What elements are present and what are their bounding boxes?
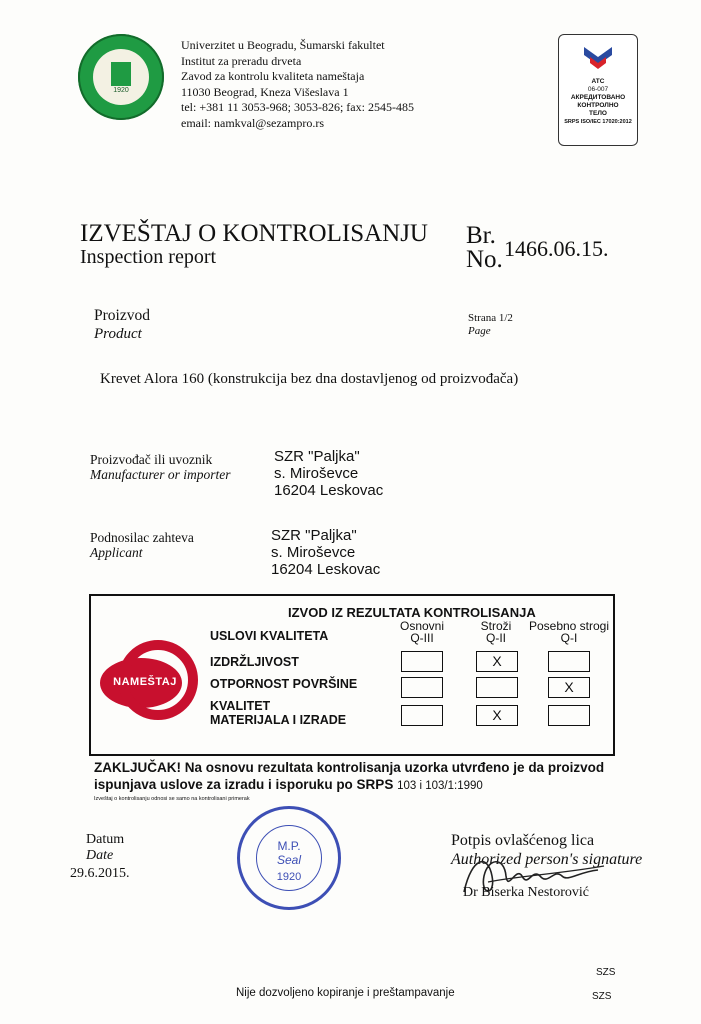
accreditation-badge <box>558 34 638 146</box>
ats-line: КОНТРОЛНО <box>577 102 619 109</box>
conclusion-standard: 103 i 103/1:1990 <box>397 780 483 792</box>
no-label: No. <box>466 246 503 273</box>
col-header-code: Q-I <box>560 631 578 645</box>
manufacturer-label-en: Manufacturer or importer <box>90 467 231 482</box>
ats-standard: SRPS ISO/IEC 17020:2012 <box>564 119 632 125</box>
ats-line: ТЕЛО <box>589 110 607 117</box>
product-name: Krevet Alora 160 (konstrukcija bez dna dostavljenog od proizvođača) <box>100 371 519 387</box>
badge-label: NAMEŠTAJ <box>113 676 177 688</box>
address-line: 11030 Beograd, Kneza Višeslava 1 <box>181 84 349 99</box>
br-label: Br. <box>466 222 496 249</box>
row-label-line: KVALITET <box>210 699 271 713</box>
product-label-en: Product <box>94 326 142 342</box>
col-header-name: Posebno strogi <box>528 619 610 633</box>
result-cell: X <box>476 651 518 672</box>
result-cell: X <box>548 677 590 698</box>
address-line: Univerzitet u Beogradu, Šumarski fakultet <box>181 38 385 52</box>
report-title-sr: IZVEŠTAJ O KONTROLISANJU <box>80 220 428 247</box>
applicant-city: 16204 Leskovac <box>271 561 381 578</box>
report-number: 1466.06.15. <box>504 236 609 261</box>
manufacturer-name: SZR "Paljka" <box>274 448 360 465</box>
manufacturer-street: s. Mirоševce <box>274 465 359 482</box>
col-header-q1 <box>524 620 614 644</box>
address-line: Institut za preradu drveta <box>181 53 302 68</box>
email-line: email: namkval@sezampro.rs <box>181 115 325 130</box>
initials-2: SZS <box>592 991 612 1002</box>
manufacturer-label-sr: Proizvođač ili uvoznik <box>90 452 213 467</box>
seal-year: 1920 <box>276 871 302 883</box>
page-label-en: Page <box>468 325 491 337</box>
col-header-q3 <box>392 620 452 644</box>
result-cell: X <box>476 705 518 726</box>
conclusion-line2 <box>94 777 483 794</box>
results-title: IZVOD IZ REZULTATA KONTROLISANJA <box>288 605 536 620</box>
result-cell <box>401 705 443 726</box>
seal-mp: M.P. <box>277 839 301 853</box>
col-header-name: Stroži <box>480 619 512 633</box>
applicant-street: s. Miroševce <box>271 544 356 561</box>
col-header-code: Q-III <box>410 631 434 645</box>
result-cell <box>401 651 443 672</box>
row-label <box>210 699 346 727</box>
university-seal <box>237 806 341 910</box>
ats-line: АКРЕДИТОВАНО <box>570 94 626 101</box>
seal-en: Seal <box>276 853 302 867</box>
signature-label-sr: Potpis ovlašćenog lica <box>451 832 595 849</box>
report-title-en: Inspection report <box>80 246 217 268</box>
address-line: Zavod za kontrolu kvaliteta nameštaja <box>181 69 365 83</box>
applicant-name: SZR "Paljka" <box>271 527 357 544</box>
institute-address <box>181 38 414 131</box>
date-label-sr: Datum <box>86 832 125 847</box>
conclusion-text: ispunjava uslove za izradu i isporuku po SRPS <box>94 777 394 792</box>
ats-mark: ATC <box>591 78 605 85</box>
address-line: tel: +381 11 3053-968; 3053-826; fax: 2545-485 <box>181 100 414 114</box>
logo-year: 1920 <box>113 87 129 94</box>
date-label-en: Date <box>86 848 114 863</box>
product-label-sr: Proizvod <box>94 307 150 324</box>
conclusion-line1: ZAKLJUČAK! Na osnovu rezultata kontrolisanja uzorka utvrđeno je da proizvod <box>94 760 605 775</box>
university-logo <box>78 34 164 120</box>
result-cell <box>548 651 590 672</box>
row-label-line: MATERIJALA I IZRADE <box>210 713 347 727</box>
col-header-code: Q-II <box>486 631 506 645</box>
row-label: IZDRŽLJIVOST <box>210 655 299 669</box>
col-header-q2 <box>466 620 526 644</box>
signature-label-en: Authorized person's signature <box>451 851 643 868</box>
copy-notice: Nije dozvoljeno kopiranje i preštampavanje <box>236 987 455 999</box>
result-cell <box>401 677 443 698</box>
result-cell <box>476 677 518 698</box>
applicant-label-sr: Podnosilac zahteva <box>90 530 194 545</box>
manufacturer-city: 16204 Leskovac <box>274 482 384 499</box>
date-value: 29.6.2015. <box>70 866 130 881</box>
applicant-info <box>271 527 380 578</box>
signatory-name: Dr Biserka Nestorović <box>463 885 589 900</box>
conclusion-note: Izveštaj o kontrolisanju odnosi se samo na kontrolisani primerak <box>94 796 250 802</box>
col-header-name: Osnovni <box>399 619 445 633</box>
manufacturer-info <box>274 448 383 499</box>
building-icon <box>111 62 131 86</box>
ats-number: 06-007 <box>587 86 609 93</box>
ats-icon <box>578 43 618 73</box>
page-label-sr: Strana 1/2 <box>468 312 513 324</box>
conditions-label: USLOVI KVALITETA <box>210 629 329 643</box>
applicant-label-en: Applicant <box>90 545 143 560</box>
row-label: OTPORNOST POVRŠINE <box>210 677 358 691</box>
result-cell <box>548 705 590 726</box>
initials-1: SZS <box>596 967 616 978</box>
